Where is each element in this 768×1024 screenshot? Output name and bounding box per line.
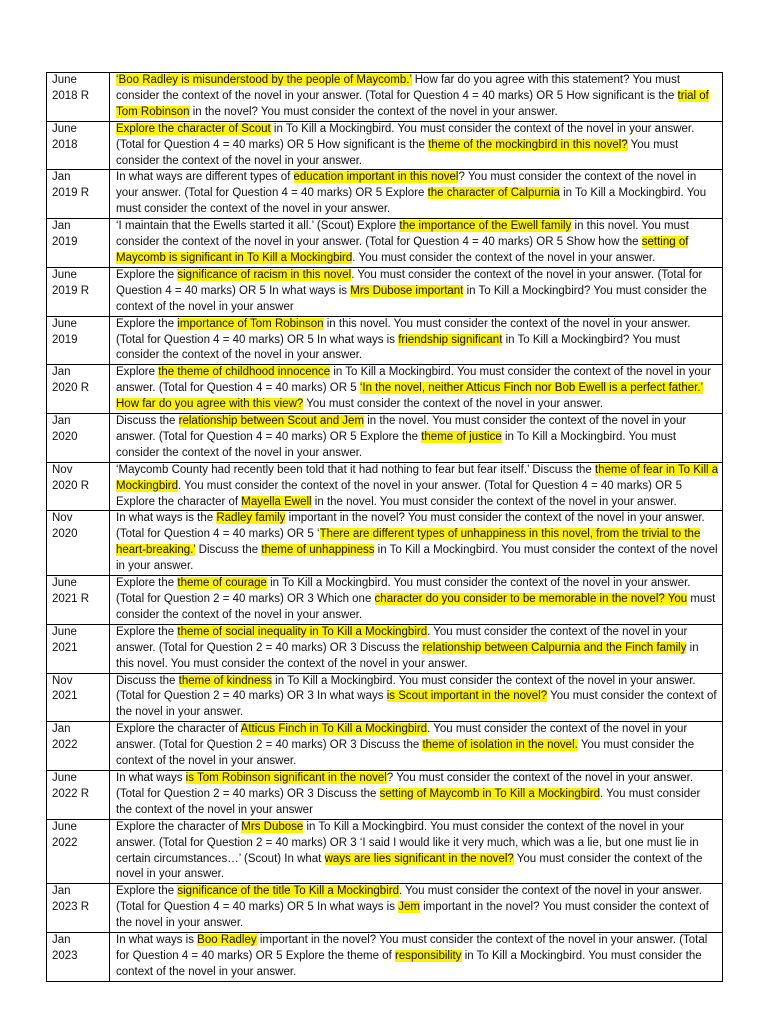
highlighted-text: theme of courage	[177, 577, 267, 590]
table-row	[47, 73, 723, 122]
exam-session-year: 2019	[52, 236, 78, 249]
exam-date-cell	[47, 365, 110, 414]
table-row	[47, 414, 723, 463]
table-row	[47, 267, 723, 316]
exam-session-year: 2022	[52, 739, 78, 752]
question-text: in To Kill a Mockingbird. You must consider the context of the novel in your answer. (Total for Question 2 = 40 marks) OR 3 In what ways	[116, 674, 696, 703]
question-text: in To Kill a Mockingbird. You must consider the context of the novel in your answer. (Total for Question 4 = 40 marks) OR 5	[116, 366, 711, 395]
exam-session-year: 2020 R	[52, 479, 90, 492]
highlighted-text: ‘Boo Radley is misunderstood by the people of Maycomb.’	[116, 74, 412, 86]
highlighted-text: significance of the title To Kill a Mockingbird	[177, 885, 399, 898]
question-text: In what ways is the	[116, 512, 217, 525]
question-text: Discuss the	[195, 544, 262, 557]
question-text: ‘I maintain that the Ewells started it all.’ (Scout) Explore	[116, 220, 400, 233]
highlighted-text: theme of isolation in the novel.	[422, 739, 578, 752]
highlighted-text: setting of Maycomb in To Kill a Mockingbird	[379, 787, 600, 800]
question-text: How far do you agree with this statement? You must consider the context of the novel in your answer. (Total for Question 4 = 40 marks) OR 5 How significant is the	[116, 74, 681, 102]
exam-session-year: 2022 R	[52, 787, 90, 800]
highlighted-text: relationship between Calpurnia and the Finch family	[422, 641, 687, 654]
question-cell	[110, 414, 723, 463]
question-cell	[110, 770, 723, 819]
exam-date-cell	[47, 170, 110, 219]
question-cell	[110, 624, 723, 673]
table-row	[47, 673, 723, 722]
question-text: Explore the	[116, 317, 178, 330]
highlighted-text: ways are lies significant in the novel?	[324, 852, 514, 865]
exam-date-cell	[47, 316, 110, 365]
question-text: in this novel. You must consider the context of the novel in your answer.	[116, 641, 699, 670]
question-text: important in the novel? You must consider the context of the novel in your answer. (Total for Question 4 = 40 marks) OR 5 Explore the theme of	[116, 934, 708, 962]
highlighted-text: character do you consider to be memorable in the novel? You	[374, 593, 688, 605]
highlighted-text: theme of justice	[421, 430, 502, 443]
exam-session-month: Jan	[52, 415, 71, 428]
highlighted-text: the character of Calpurnia	[427, 187, 560, 200]
highlighted-text: trial of Tom Robinson	[116, 89, 709, 118]
question-text: Explore the	[116, 885, 178, 898]
exam-session-month: Nov	[52, 512, 73, 525]
question-cell	[110, 267, 723, 316]
question-text: in To Kill a Mockingbird. You must consider the context of the novel in your answer.	[116, 430, 677, 459]
exam-session-month: Jan	[52, 171, 71, 184]
question-text: . You must consider the context of the novel in your answer	[116, 787, 701, 816]
question-text: You must consider the context of the novel in your answer.	[116, 739, 695, 768]
question-cell	[110, 170, 723, 219]
exam-date-cell	[47, 219, 110, 268]
question-text: in the novel. You must consider the context of the novel in your answer. (Total for Question 4 = 40 marks) OR 5 Explore the	[116, 415, 687, 443]
question-text: You must consider the context of the novel in your answer.	[303, 398, 604, 411]
exam-session-year: 2023	[52, 949, 78, 962]
exam-questions-table	[46, 72, 723, 982]
question-text: must consider the context of the novel in your answer.	[116, 593, 716, 621]
exam-session-month: Jan	[52, 366, 71, 379]
highlighted-text: theme of social inequality in To Kill a Mockingbird	[177, 625, 428, 638]
question-text: You must consider the context of the novel in your answer.	[116, 690, 717, 719]
exam-date-cell	[47, 884, 110, 933]
exam-session-year: 2020 R	[52, 382, 90, 395]
exam-session-year: 2019	[52, 333, 78, 346]
exam-date-cell	[47, 73, 110, 122]
table-row	[47, 219, 723, 268]
highlighted-text: the importance of the Ewell family	[399, 220, 572, 233]
question-text: in To Kill a Mockingbird. You must consider the context of the novel in your answer.	[116, 949, 702, 978]
table-row	[47, 316, 723, 365]
question-text: Explore the	[116, 268, 178, 281]
question-text: Explore the character of	[116, 723, 241, 736]
highlighted-text: education important in this novel	[293, 171, 459, 184]
highlighted-text: Atticus Finch in To Kill a Mockingbird	[240, 723, 428, 736]
exam-session-year: 2019 R	[52, 187, 90, 200]
question-text: in the novel. You must consider the context of the novel in your answer.	[311, 495, 677, 508]
table-row	[47, 884, 723, 933]
question-cell	[110, 933, 723, 982]
question-text: . You must consider the context of the novel in your answer. (Total for Question 4 = 40 marks) OR 5 In what ways is	[116, 268, 703, 297]
table-body	[47, 73, 723, 982]
highlighted-text: theme of kindness	[178, 674, 272, 687]
exam-session-year: 2022	[52, 836, 78, 849]
question-text: Explore the character of	[116, 820, 242, 833]
question-text: In what ways are different types of	[116, 171, 294, 184]
exam-date-cell	[47, 770, 110, 819]
question-cell	[110, 121, 723, 170]
table-row	[47, 121, 723, 170]
question-cell	[110, 884, 723, 933]
exam-date-cell	[47, 722, 110, 771]
question-cell	[110, 219, 723, 268]
highlighted-text: Mrs Dubose important	[350, 284, 464, 297]
highlighted-text: responsibility	[395, 949, 462, 962]
question-cell	[110, 511, 723, 576]
highlighted-text: theme of fear in To Kill a Mockingbird	[116, 463, 719, 492]
table-row	[47, 819, 723, 884]
exam-session-month: June	[52, 122, 77, 135]
question-cell	[110, 462, 723, 511]
highlighted-text: friendship significant	[398, 333, 503, 346]
exam-session-year: 2021	[52, 690, 78, 703]
question-text: Explore	[116, 366, 159, 379]
exam-session-month: Nov	[52, 674, 73, 687]
exam-date-cell	[47, 267, 110, 316]
question-text: in To Kill a Mockingbird? You must consider the context of the novel in your answer	[116, 284, 707, 313]
table-row	[47, 170, 723, 219]
question-text: . You must consider the context of the novel in your answer. (Total for Question 2 = 40 marks) OR 3 Discuss the	[116, 723, 688, 752]
highlighted-text: theme of the mockingbird in this novel?	[428, 138, 628, 151]
question-text: Explore the	[116, 577, 178, 590]
exam-date-cell	[47, 673, 110, 722]
question-text: You must consider the context of the novel in your answer.	[116, 138, 679, 167]
question-text: ? You must consider the context of the novel in your answer. (Total for Question 4 = 40 marks) OR 5 Explore	[116, 171, 697, 200]
question-text: in this novel. You must consider the context of the novel in your answer. (Total for Question 4 = 40 marks) OR 5 In what ways is	[116, 317, 691, 346]
table-row	[47, 624, 723, 673]
table-row	[47, 365, 723, 414]
exam-session-year: 2023 R	[52, 901, 90, 914]
exam-session-month: June	[52, 74, 77, 86]
question-text: You must consider the context of the novel in your answer.	[116, 852, 703, 881]
exam-session-month: Jan	[52, 934, 71, 947]
exam-session-month: June	[52, 771, 77, 784]
highlighted-text: the theme of childhood innocence	[158, 366, 331, 379]
exam-date-cell	[47, 819, 110, 884]
exam-session-month: June	[52, 317, 77, 330]
table-row	[47, 576, 723, 625]
highlighted-text: ‘In the novel, neither Atticus Finch nor Bob Ewell is a perfect father.’ How far do you agree with this view?	[116, 382, 704, 411]
exam-session-year: 2020	[52, 528, 78, 541]
question-cell	[110, 365, 723, 414]
exam-session-year: 2019 R	[52, 284, 90, 297]
exam-session-month: June	[52, 268, 77, 281]
exam-session-year: 2018	[52, 138, 78, 151]
question-text: in To Kill a Mockingbird. You must consider the context of the novel in your answer. (Total for Question 4 = 40 marks) OR 5 How significant is the	[116, 122, 695, 151]
exam-session-year: 2020	[52, 430, 78, 443]
question-text: in To Kill a Mockingbird. You must consider the context of the novel in your answer. (Total for Question 2 = 40 marks) OR 3 ‘I said I would like it very much, which was a lie, but one must lie in certain circumstances…’ (Scout) In what	[116, 820, 699, 865]
exam-session-month: Nov	[52, 463, 73, 476]
exam-session-month: Jan	[52, 723, 71, 736]
exam-session-month: June	[52, 577, 77, 590]
exam-date-cell	[47, 511, 110, 576]
highlighted-text: Mrs Dubose	[241, 820, 304, 833]
table-row	[47, 462, 723, 511]
question-cell	[110, 576, 723, 625]
question-cell	[110, 673, 723, 722]
exam-session-month: June	[52, 820, 77, 833]
exam-session-month: Jan	[52, 220, 71, 233]
exam-date-cell	[47, 933, 110, 982]
question-cell	[110, 819, 723, 884]
question-text: in To Kill a Mockingbird. You must consider the context of the novel in your answer. (Total for Question 2 = 40 marks) OR 3 Which one	[116, 577, 691, 605]
highlighted-text: Jem	[398, 901, 420, 914]
highlighted-text: is Scout important in the novel?	[386, 690, 548, 703]
highlighted-text: setting of Maycomb is significant in To Kill a Mockingbird	[116, 236, 689, 264]
exam-session-year: 2021 R	[52, 593, 90, 605]
table-row	[47, 722, 723, 771]
question-text: In what ways	[116, 771, 186, 784]
question-text: in To Kill a Mockingbird. You must consider the context of the novel in your answer.	[116, 187, 707, 216]
question-text: Discuss the	[116, 674, 179, 687]
exam-date-cell	[47, 462, 110, 511]
question-text: . You must consider the context of the novel in your answer.	[352, 251, 656, 264]
question-text: In what ways is	[116, 934, 198, 947]
question-cell	[110, 316, 723, 365]
table-row	[47, 511, 723, 576]
question-text: in this novel. You must consider the context of the novel in your answer. (Total for Question 4 = 40 marks) OR 5 Show how the	[116, 220, 689, 249]
question-text: . You must consider the context of the novel in your answer. (Total for Question 2 = 40 marks) OR 3 Discuss the	[116, 625, 688, 654]
highlighted-text: significance of racism in this novel	[177, 268, 352, 281]
question-text: in To Kill a Mockingbird? You must consider the context of the novel in your answer.	[116, 333, 680, 362]
question-text: . You must consider the context of the novel in your answer. (Total for Question 4 = 40 marks) OR 5 In what ways is	[116, 885, 702, 914]
question-text: . You must consider the context of the novel in your answer. (Total for Question 4 = 40 marks) OR 5 Explore the character of	[116, 479, 683, 508]
exam-session-year: 2021	[52, 641, 78, 654]
question-text: ‘Maycomb County had recently been told that it had nothing to fear but fear itself.’ Discuss the	[116, 463, 596, 476]
question-cell	[110, 73, 723, 122]
question-text: important in the novel? You must consider the context of the novel in your answer.	[116, 901, 709, 930]
exam-session-month: June	[52, 625, 77, 638]
highlighted-text: Boo Radley	[197, 934, 257, 947]
exam-date-cell	[47, 576, 110, 625]
highlighted-text: is Tom Robinson significant in the novel	[185, 771, 387, 784]
question-text: in the novel? You must consider the context of the novel in your answer.	[189, 105, 558, 118]
exam-date-cell	[47, 624, 110, 673]
exam-session-year: 2018 R	[52, 89, 90, 102]
exam-date-cell	[47, 414, 110, 463]
exam-questions-sheet	[46, 72, 723, 982]
question-text: ? You must consider the context of the novel in your answer. (Total for Question 2 = 40 marks) OR 3 Discuss the	[116, 771, 694, 800]
question-cell	[110, 722, 723, 771]
highlighted-text: theme of unhappiness	[261, 544, 375, 557]
question-text: in To Kill a Mockingbird. You must consider the context of the novel in your answer.	[116, 544, 718, 573]
highlighted-text: Mayella Ewell	[241, 495, 312, 508]
question-text: Discuss the	[116, 415, 179, 428]
highlighted-text: relationship between Scout and Jem	[178, 415, 365, 428]
highlighted-text: There are different types of unhappiness in this novel, from the trivial to the heart-breaking.’	[116, 528, 701, 557]
exam-session-month: Jan	[52, 885, 71, 898]
table-row	[47, 933, 723, 982]
highlighted-text: Explore the character of Scout	[116, 122, 271, 135]
highlighted-text: Radley family	[216, 512, 286, 525]
highlighted-text: importance of Tom Robinson	[177, 317, 324, 330]
question-text: Explore the	[116, 625, 178, 638]
table-row	[47, 770, 723, 819]
question-text: important in the novel? You must consider the context of the novel in your answer. (Total for Question 4 = 40 marks) OR 5 ‘	[116, 512, 705, 541]
exam-date-cell	[47, 121, 110, 170]
